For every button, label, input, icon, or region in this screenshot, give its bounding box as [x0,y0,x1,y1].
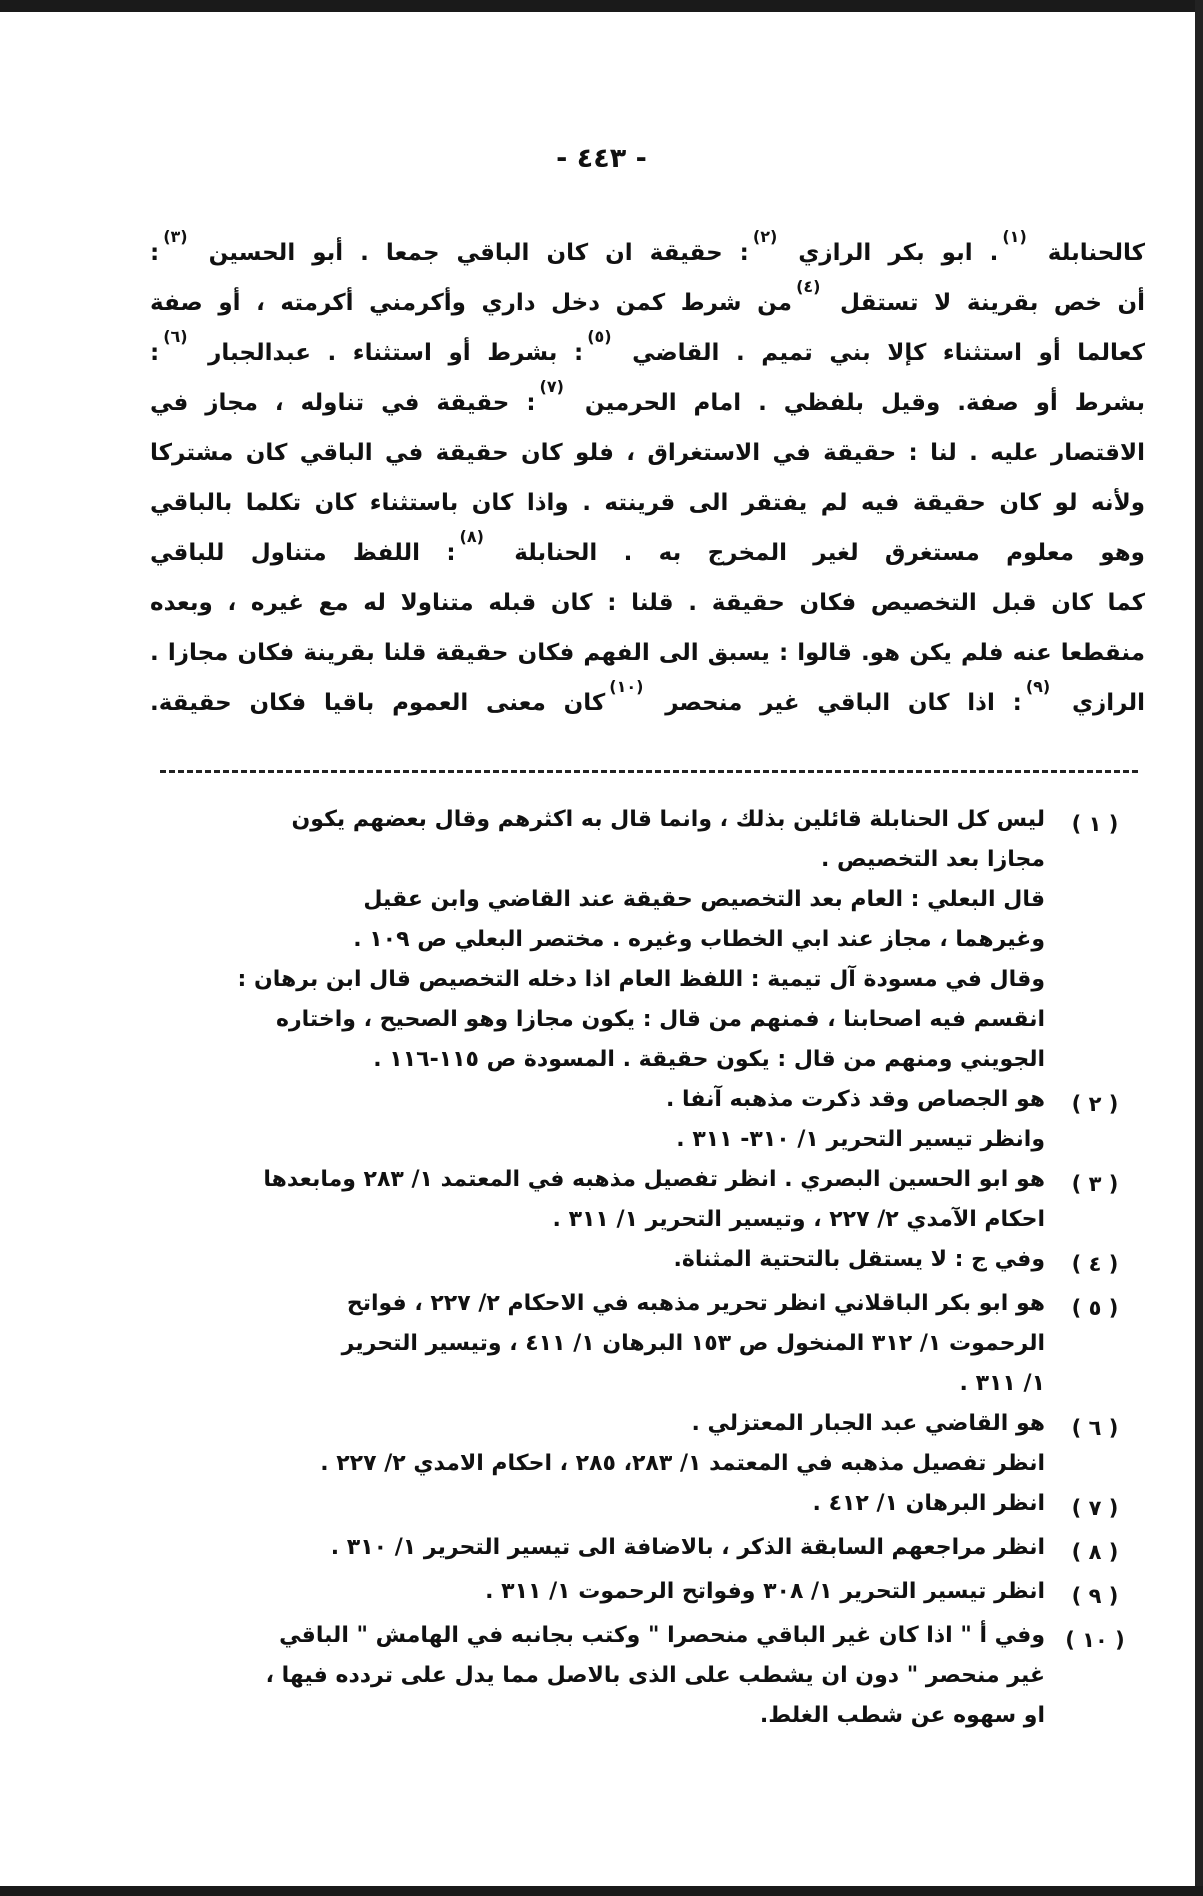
footnote-line: غير منحصر " دون ان يشطب على الذى بالاصل مما يدل على تردده فيها ، [265,1663,1045,1688]
body-line [150,428,1145,478]
footnote [150,1284,1145,1404]
footnote [150,1616,1145,1736]
body-text-run: الرازي [1054,690,1145,716]
footnote-ref: (٧) [539,378,564,396]
body-line [150,378,1145,428]
body-text-run: كالحنابلة [1030,240,1145,266]
body-text-run: كان معنى العموم باقيا فكان حقيقة. [150,690,606,716]
footnote-number: ( ١٠ ) [1065,1628,1125,1652]
footnote-line: وفي ج : لا يستقل بالتحتية المثناة. [673,1247,1045,1272]
footnote-ref: (٣) [163,228,188,246]
footnote-ref: (٩) [1025,678,1051,696]
body-text-run: : [150,240,160,266]
footnote-line: ١/ ٣١١ . [959,1371,1045,1396]
footnote [150,800,1145,1080]
footnote-ref: (٢) [752,228,778,246]
footnote-ref: (٤) [796,278,821,296]
footnote-number: ( ١ ) [1071,812,1119,836]
body-line [150,278,1145,328]
footnote-separator [160,770,1138,773]
main-text [150,228,1145,728]
footnote [150,1404,1145,1484]
footnote-number: ( ٨ ) [1071,1540,1119,1564]
footnote-number: ( ٦ ) [1071,1416,1119,1440]
footnote-number: ( ٣ ) [1071,1172,1119,1196]
footnote-line: وقال في مسودة آل تيمية : اللفظ العام اذا دخله التخصيص قال ابن برهان : [237,967,1045,992]
body-text-run: وهو معلوم مستغرق لغير المخرج به . الحنابلة [487,540,1145,566]
footnote-line: انظر تفصيل مذهبه في المعتمد ١/ ٢٨٣، ٢٨٥ ، احكام الامدي ٢/ ٢٢٧ . [320,1451,1045,1476]
footnote [150,1240,1145,1284]
footnote [150,1080,1145,1160]
footnote-line: الرحموت ١/ ٣١٢ المنخول ص ١٥٣ البرهان ١/ ٤١١ ، وتيسير التحرير [341,1331,1045,1356]
body-line [150,578,1145,628]
footnote-ref: (٥) [587,328,612,346]
footnote-number: ( ٧ ) [1071,1496,1119,1520]
footnote-line: انظر مراجعهم السابقة الذكر ، بالاضافة الى تيسير التحرير ١/ ٣١٠ . [330,1535,1045,1560]
scan-right-edge [1195,0,1203,1896]
body-text-run: : [150,340,160,366]
footnote-line: وانظر تيسير التحرير ١/ ٣١٠- ٣١١ . [676,1127,1045,1152]
footnote [150,1160,1145,1240]
body-line [150,328,1145,378]
footnote-number: ( ٥ ) [1071,1296,1119,1320]
footnote-line: ليس كل الحنابلة قائلين بذلك ، وانما قال به اكثرهم وقال بعضهم يكون [291,807,1045,832]
body-text-run: كعالما أو استثناء كإلا بني تميم . القاضي [615,340,1145,366]
footnote-number: ( ٤ ) [1071,1252,1119,1276]
footnote-line: قال البعلي : العام بعد التخصيص حقيقة عند القاضي وابن عقيل [363,887,1045,912]
body-text-run: بشرط أو صفة. وقيل بلفظي . امام الحرمين [567,390,1145,416]
body-line [150,628,1145,678]
footnote-line: انقسم فيه اصحابنا ، فمنهم من قال : يكون مجازا وهو الصحيح ، واختاره [275,1007,1045,1032]
footnote-line: احكام الآمدي ٢/ ٢٢٧ ، وتيسير التحرير ١/ ٣١١ . [552,1207,1045,1232]
footnote-line: هو ابو بكر الباقلاني انظر تحرير مذهبه في الاحكام ٢/ ٢٢٧ ، فواتح [346,1291,1045,1316]
footnote-line: هو ابو الحسين البصري . انظر تفصيل مذهبه في المعتمد ١/ ٢٨٣ ومابعدها [263,1167,1045,1192]
scan-bottom-edge [0,1886,1203,1896]
body-text-run: . ابو بكر الرازي [781,240,999,266]
body-text-run: : حقيقة في تناوله ، مجاز في [150,390,536,416]
body-text-run: ولأنه لو كان حقيقة فيه لم يفتقر الى قرينته . واذا كان باستثناء كان تكلما بالباقي [150,490,1145,516]
footnotes [150,800,1145,1736]
footnote-line: هو الجصاص وقد ذكرت مذهبه آنفا . [665,1087,1045,1112]
body-line [150,228,1145,278]
body-text-run: كما كان قبل التخصيص فكان حقيقة . قلنا : كان قبله متناولا له مع غيره ، وبعده [150,590,1145,616]
body-text-run: من شرط كمن دخل داري وأكرمني أكرمته ، أو صفة [150,290,793,316]
body-text-run: أن خص بقرينة لا تستقل [824,290,1145,316]
body-text-run: الاقتصار عليه . لنا : حقيقة في الاستغراق ، فلو كان حقيقة في الباقي كان مشتركا [150,440,1145,466]
footnote [150,1572,1145,1616]
footnote-number: ( ٢ ) [1071,1092,1119,1116]
body-text-run: : بشرط أو استثناء . عبدالجبار [191,340,584,366]
footnote-line: الجويني ومنهم من قال : يكون حقيقة . المسودة ص ١١٥-١١٦ . [373,1047,1045,1072]
footnote-line: انظر تيسير التحرير ١/ ٣٠٨ وفواتح الرحموت ١/ ٣١١ . [485,1579,1045,1604]
footnote-line: وفي أ " اذا كان غير الباقي منحصرا " وكتب بجانبه في الهامش " الباقي [279,1623,1045,1648]
footnote [150,1484,1145,1528]
body-line [150,478,1145,528]
body-line [150,528,1145,578]
footnote-line: هو القاضي عبد الجبار المعتزلي . [691,1411,1045,1436]
footnote-line: انظر البرهان ١/ ٤١٢ . [812,1491,1045,1516]
footnote-line: مجازا بعد التخصيص . [821,847,1045,872]
body-text-run: منقطعا عنه فلم يكن هو. قالوا : يسبق الى الفهم فكان حقيقة قلنا بقرينة فكان مجازا . [150,640,1145,666]
body-line [150,678,1145,728]
footnote-number: ( ٩ ) [1071,1584,1119,1608]
body-text-run: : اللفظ متناول للباقي [150,540,456,566]
footnote-line: وغيرهما ، مجاز عند ابي الخطاب وغيره . مختصر البعلي ص ١٠٩ . [353,927,1045,952]
body-text-run: : اذا كان الباقي غير منحصر [647,690,1022,716]
footnote-ref: (١٠) [609,678,644,696]
body-text-run: : حقيقة ان كان الباقي جمعا . أبو الحسين [191,240,749,266]
scan-top-edge [0,0,1203,12]
footnote-line: او سهوه عن شطب الغلط. [759,1703,1045,1728]
page-number: - ٤٤٣ - [556,143,647,174]
footnote-ref: (٦) [163,328,188,346]
footnote [150,1528,1145,1572]
footnote-ref: (١) [1002,228,1027,246]
footnote-ref: (٨) [459,528,484,546]
